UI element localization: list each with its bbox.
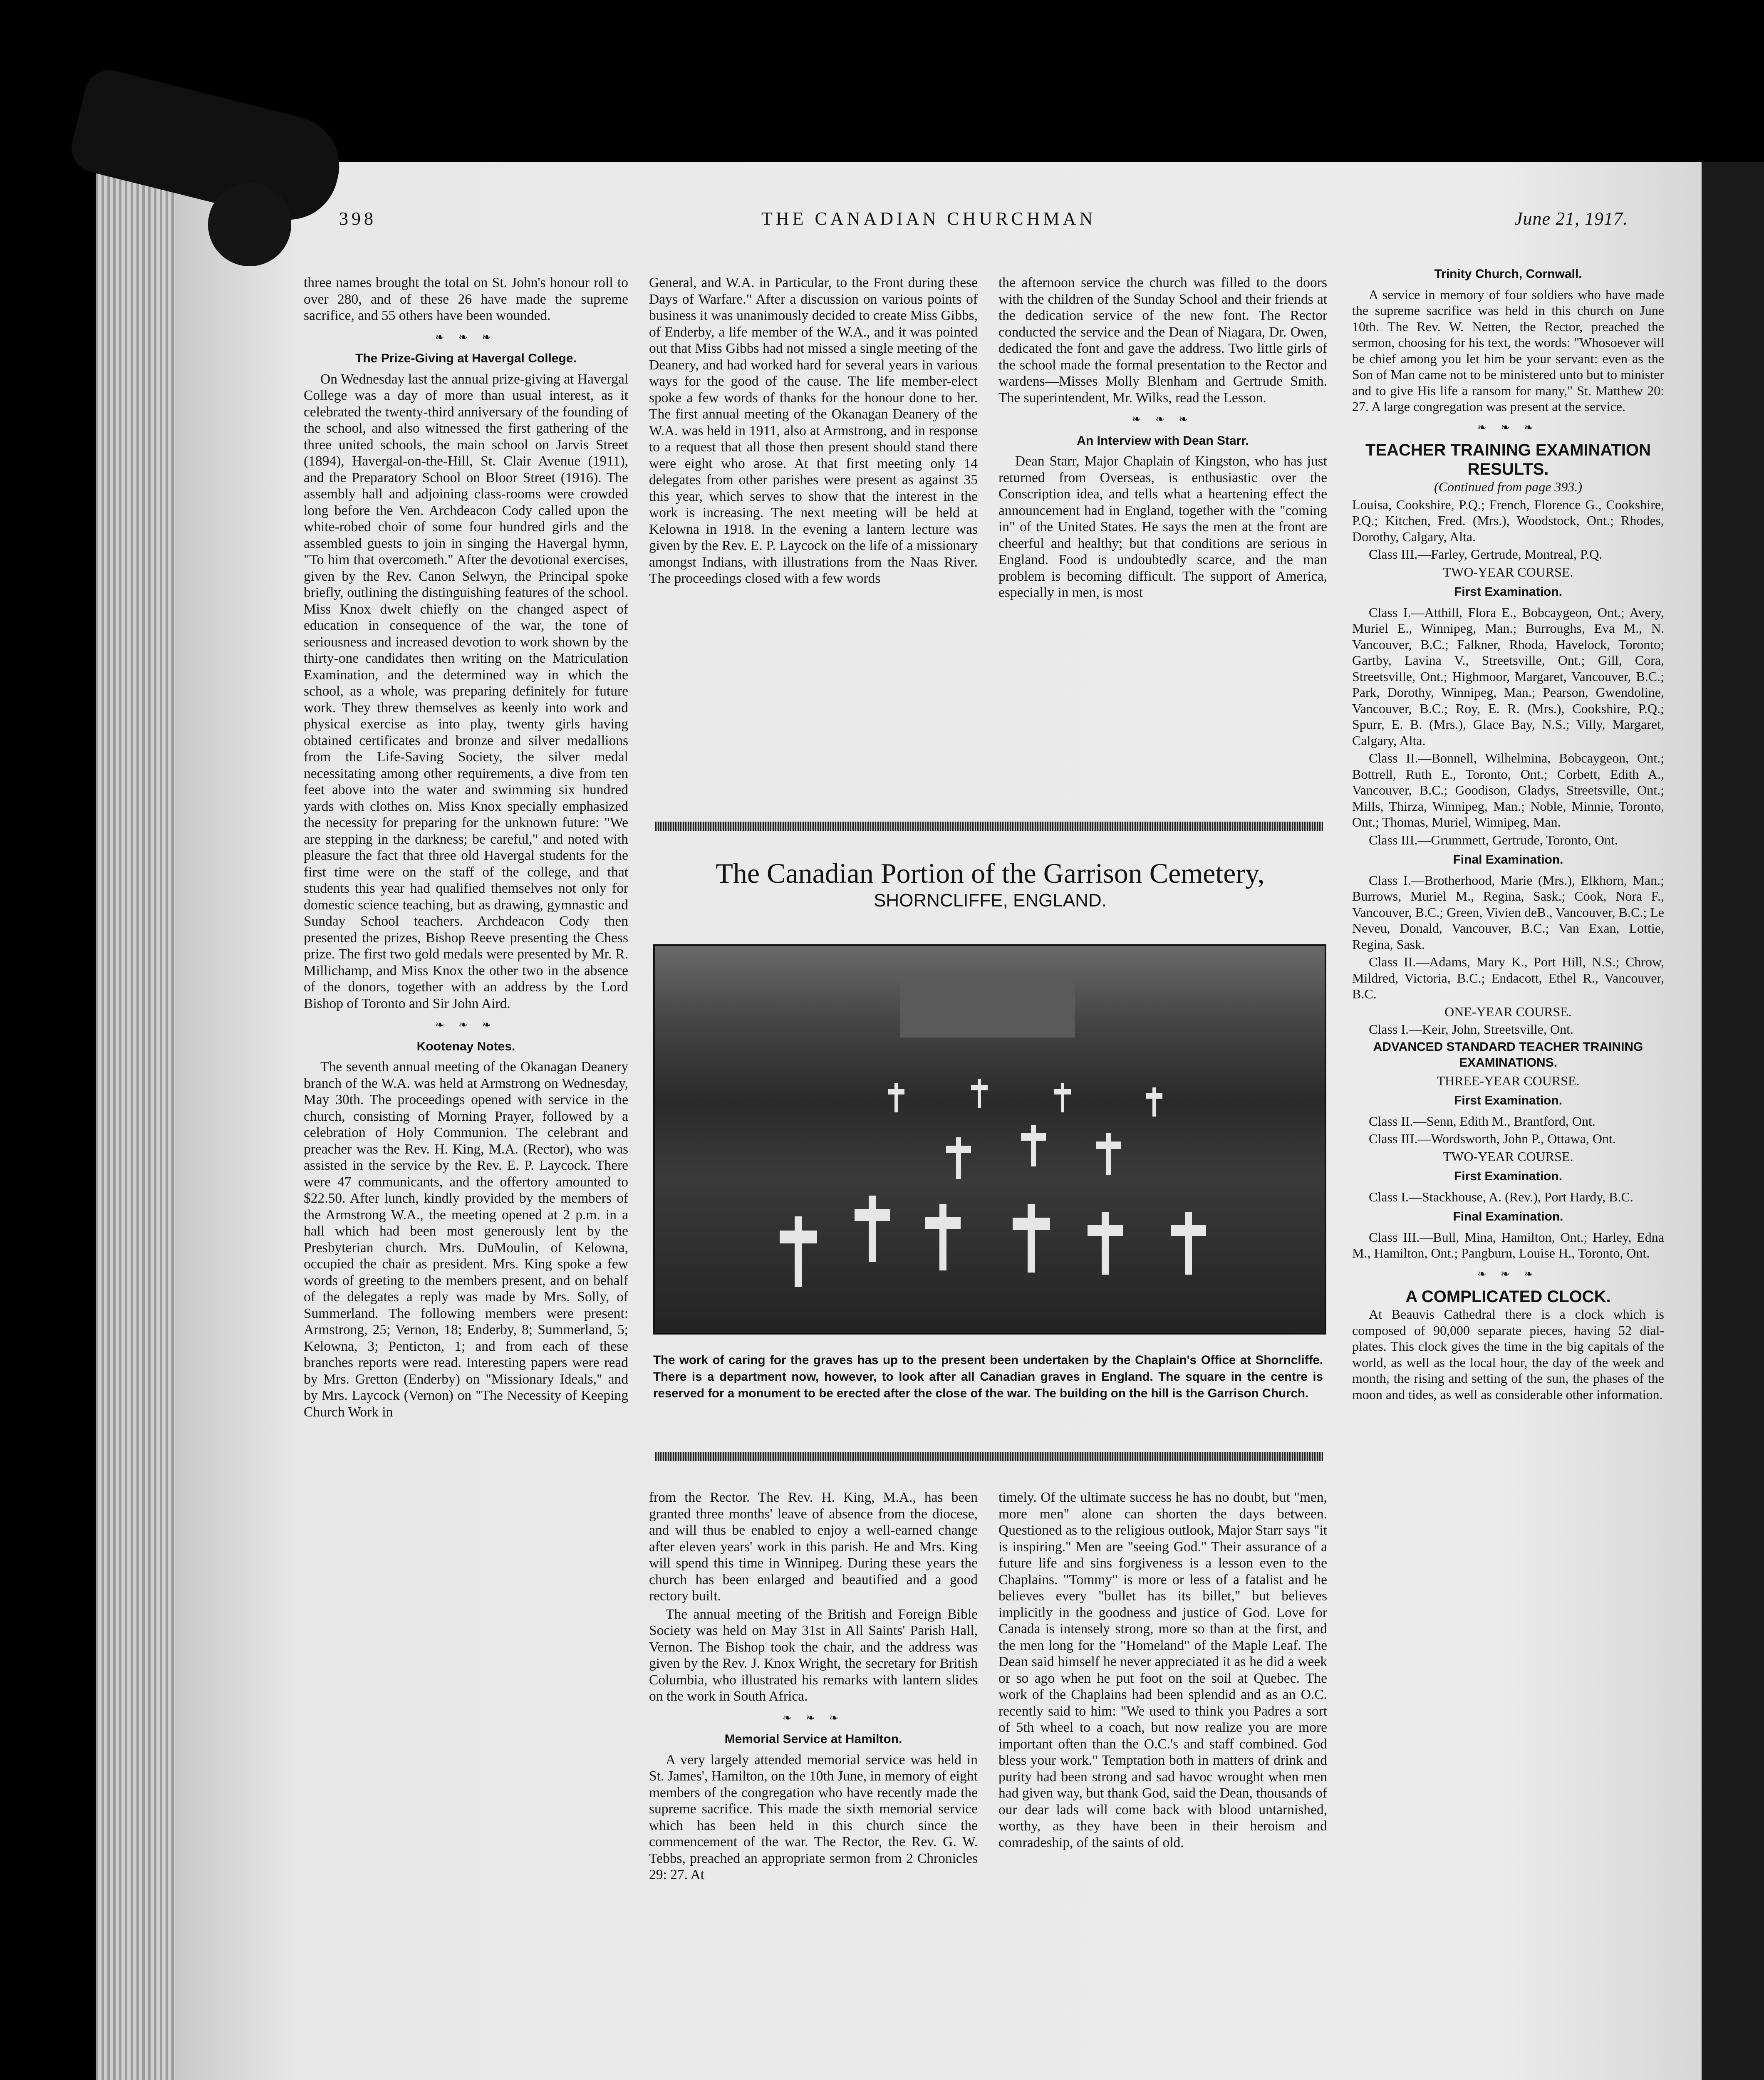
paragraph: Class III.—Bull, Mina, Hamilton, Ont.; Harley, Edna M., Hamilton, Ont.; Pangburn, Louise H., Toronto, Ont.: [1352, 1229, 1664, 1260]
column-3-top: [998, 275, 1327, 603]
paragraph: On Wednesday last the annual prize-giving at Havergal College was a day of more than usual interest, as it celebrated the twenty-third anniversary of the founding of the school, and also witnessed the first gathering of the three united schools, the main school on Jarvis Street (1894), Havergal-on-the-Hill, St. Clair Avenue (1911), and the Preparatory School on Bloor Street (1916). The assembly hall and adjoining class-rooms were crowded long before the Ven. Archdeacon Cody called upon the white-robed choir of some four hundred girls and the assembled guests to join in singing the Havergal hymn, "To him that overcometh." After the devotional exercises, given by the Rev. Canon Selwyn, the Principal spoke briefly, outlining the distinguishing features of the school. Miss Knox dwelt chiefly on the changed aspect of education in consequence of the war, the tone of seriousness and increased devotion to work shown by the thirty-one candidates then writing on the Matriculation Examination, and the determined way in which the school, as a whole, was preparing definitely for future work. They threw themselves as keenly into work and physical exercise as into play, twenty girls having obtained certificates and bronze and silver medallions from the Life-Saving Society, the silver medal necessitating among other requirements, a dive from ten feet above into the water and swimming six hundred yards with clothes on. Miss Knox specially emphasized the necessity for preparing for the unknown future: "We are stepping in the darkness; be careful," and noted with pleasure the fact that three old Havergal students for the first time were on the staff of the college, and that students this year had qualified themselves not only for domestic science teaching, but as drawing, gymnastic and Sunday School teachers. Archdeacon Cody then presented the prizes, Bishop Reeve presenting the Chess prize. The first two gold medals were presented by Mr. R. Millichamp, and Miss Knox the other two in the absence of the donors, together with an address by the Lord Bishop of Toronto and Sir John Aird.: [304, 371, 628, 1011]
garrison-church-building: [900, 975, 1075, 1038]
paragraph: A service in memory of four soldiers who have made the supreme sacrifice was held in this church on June 10th. The Rev. W. Netten, the Rector, preached the sermon, choosing for his text, the words: "Whosoever will be chief among you let him be your servant: even as the Son of Man came not to be ministered unto but to minister and to give His life a ransom for many," St. Matthew 20: 27. A large congregation was present at the service.: [1352, 287, 1664, 414]
paragraph: Class I.—Atthill, Flora E., Bobcaygeon, Ont.; Avery, Muriel E., Winnipeg, Man.; Burroughs, Eva M., N. Vancouver, B.C.; Falkner, Rhoda, Havelock, Toronto; Gartby, Lavina V., Streetsville, Ont.; Gill, Cora, Streetsville, Ont.; Highmoor, Margaret, Vancouver, B.C.; Park, Dorothy, Winnipeg, Man.; Pearson, Gwendoline, Vancouver, B.C.; Roy, E. R. (Mrs.), Cookshire, P.Q.; Spurr, E. B. (Mrs.), Glace Bay, N.S.; Villy, Margaret, Calgary, Alta.: [1352, 604, 1664, 748]
paragraph: Class II.—Bonnell, Wilhelmina, Bobcaygeon, Ont.; Bottrell, Ruth E., Toronto, Ont.; Corbett, Edith A., Vancouver, B.C.; Goodison, Gladys, Streetsville, Ont.; Mills, Thirza, Winnipeg, Man.; Noble, Minnie, Toronto, Ont.; Thomas, Muriel, Winnipeg, Man.: [1352, 750, 1664, 830]
publication-title: THE CANADIAN CHURCHMAN: [761, 208, 1096, 229]
exam-heading: Final Examination.: [1453, 1210, 1563, 1223]
grave-cross: [1013, 1204, 1050, 1273]
section-heading: An Interview with Dean Starr.: [1077, 433, 1249, 448]
grave-cross: [925, 1204, 961, 1270]
continued-note: (Continued from page 393.): [1434, 479, 1583, 494]
paragraph: Dean Starr, Major Chaplain of Kingston, who has just returned from Overseas, is enthusiastic over the Conscription idea, and tells what a heartening effect the announcement had in England, together with the "coming in" of the United States. He says the men at the front are cheerful and healthy; but that conditions are serious in England. Food is undoubtedly scarce, and the man problem is becoming difficult. The support of America, especially in men, is most: [998, 453, 1327, 600]
page-edges: [96, 150, 187, 2080]
grave-cross: [1088, 1212, 1123, 1275]
ornament: ❧ ❧ ❧: [1477, 1268, 1539, 1280]
grave-cross: [1146, 1087, 1162, 1117]
paragraph: General, and W.A. in Particular, to the Front during these Days of Warfare." After a discussion on various points of business it was unanimously decided to create Miss Gibbs, of Enderby, a life member of the W.A., and it was pointed out that Miss Gibbs had not missed a single meeting of the Deanery, and had worked hard for several years in various ways for the good of the cause. The life member-elect spoke a few words of thanks for the honour done to her. The first annual meeting of the Okanagan Deanery of the W.A. was held in 1911, also at Armstrong, and in response to a request that all those then present should stand there were eight who arose. At that first meeting only 14 delegates from other parishes were present as against 35 this year, which serves to show that the interest in the work is increasing. The next meeting will be held at Kelowna in 1918. In the evening a lantern lecture was given by the Rev. E. P. Laycock on the life of a missionary amongst Indians, with illustrations from the Naas River. The proceedings closed with a few words: [649, 275, 978, 586]
section-heading: Trinity Church, Cornwall.: [1434, 267, 1582, 281]
binder-clip-knob: [208, 183, 291, 266]
feature-title: The Canadian Portion of the Garrison Cemetery,: [716, 857, 1265, 889]
paragraph: Class II.—Adams, Mary K., Port Hill, N.S.; Chrow, Mildred, Victoria, B.C.; Endacott, Ethel R., Vancouver, B.C.: [1352, 954, 1664, 1001]
column-1-top: [304, 275, 628, 1422]
paragraph: the afternoon service the church was filled to the doors with the children of the Sunday School and their friends at the dedication service of the new font. The Rector conducted the service and the Dean of Niagara, Dr. Owen, dedicated the font and gave the address. Two little girls of the school made the formal presentation to the Rector and wardens—Misses Molly Blenham and Gertrude Smith. The superintendent, Mr. Wilks, read the Lesson.: [998, 275, 1327, 406]
paragraph: Class III.—Wordsworth, John P., Ottawa, Ont.: [1369, 1131, 1616, 1146]
paragraph: The annual meeting of the British and Foreign Bible Society was held on May 31st in All Saints' Parish Hall, Vernon. The Bishop took the chair, and the address was given by the Rev. J. Knox Wright, the secretary for British Columbia, who illustrated his remarks with lantern slides on the work in South Africa.: [649, 1606, 978, 1704]
paragraph: Louisa, Cookshire, P.Q.; French, Florence G., Cookshire, P.Q.; Kitchen, Fred. (Mrs.), Woodstock, Ont.; Rhodes, Dorothy, Calgary, Alta.: [1352, 497, 1664, 544]
paragraph: At Beauvis Cathedral there is a clock which is composed of 90,000 separate pieces, having 52 dial-plates. This clock gives the time in the big capitals of the world, as well as the local hour, the day of the week and month, the rising and setting of the sun, the phases of the moon and tides, as well as considerable other information.: [1352, 1307, 1664, 1402]
paragraph: Class III.—Farley, Gertrude, Montreal, P.Q.: [1369, 547, 1603, 562]
ornament: ❧ ❧ ❧: [782, 1711, 845, 1724]
ornament: ❧ ❧ ❧: [1477, 421, 1539, 433]
grave-cross: [1021, 1125, 1046, 1166]
decorative-rule: [655, 822, 1323, 831]
results-heading: TEACHER TRAINING EXAMINATION RESULTS.: [1365, 441, 1651, 478]
exam-heading: First Examination.: [1454, 1169, 1563, 1183]
grave-cross: [1054, 1083, 1071, 1112]
grave-cross: [946, 1137, 971, 1179]
paragraph: Class III.—Grummett, Gertrude, Toronto, Ont.: [1369, 832, 1618, 847]
course-heading: TWO-YEAR COURSE.: [1443, 1149, 1573, 1164]
grave-cross: [971, 1079, 988, 1108]
grave-cross: [1171, 1212, 1206, 1275]
decorative-rule: [655, 1452, 1323, 1461]
exam-heading: First Examination.: [1454, 585, 1563, 599]
course-heading: TWO-YEAR COURSE.: [1443, 564, 1573, 579]
ornament: ❧ ❧ ❧: [1132, 413, 1194, 425]
paragraph: three names brought the total on St. John's honour roll to over 280, and of these 26 have made the supreme sacrifice, and 55 others have been wounded.: [304, 275, 628, 323]
grave-cross: [888, 1083, 904, 1112]
advanced-heading: ADVANCED STANDARD TEACHER TRAINING EXAMINATIONS.: [1373, 1040, 1643, 1070]
cemetery-photograph: [653, 944, 1326, 1335]
column-3-bottom: [998, 1489, 1327, 1852]
paragraph: Class I.—Brotherhood, Marie (Mrs.), Elkhorn, Man.; Burrows, Muriel M., Regina, Sask.; Cook, Nora F., Vancouver, B.C.; Green, Vivien deB., Vancouver, B.C.; Le Neveu, Donald, Vancouver, B.C.; Van Exan, Lottie, Regina, Sask.: [1352, 872, 1664, 952]
page-number: 398: [339, 208, 377, 229]
ornament: ❧ ❧ ❧: [435, 331, 497, 343]
exam-heading: First Examination.: [1454, 1094, 1563, 1107]
right-border: [1702, 162, 1764, 2080]
grave-cross: [1096, 1133, 1121, 1175]
issue-date: June 21, 1917.: [1514, 208, 1628, 229]
exam-heading: Final Examination.: [1453, 853, 1563, 867]
column-2-bottom: [649, 1489, 978, 1885]
feature-subtitle: SHORNCLIFFE, ENGLAND.: [874, 890, 1107, 911]
paragraph: Class I.—Stackhouse, A. (Rev.), Port Hardy, B.C.: [1369, 1189, 1633, 1204]
paragraph: The seventh annual meeting of the Okanagan Deanery branch of the W.A. was held at Armstrong on Wednesday, May 30th. The proceedings opened with service in the church, consisting of Morning Prayer, followed by a celebration of Holy Communion. The celebrant and preacher was the Rev. H. King, M.A. (Rector), who was assisted in the service by the Rev. E. P. Laycock. There were 47 communicants, and the offertory amounted to $22.50. After lunch, kindly provided by the members of the Armstrong W.A., the meeting opened at 2 p.m. in a hall which had been most generously lent by the Presbyterian church. Mrs. DuMoulin, of Kelowna, occupied the chair as president. Mrs. King spoke a few words of greeting to the members present, and on behalf of the delegates a reply was made by Mrs. Solly, of Summerland. The following members were present: Armstrong, 25; Vernon, 18; Enderby, 8; Summerland, 5; Kelowna, 3; Penticton, 1; and from each of these branches reports were read. Interesting papers were read by Mrs. Gretton (Enderby) on "Missionary Ideals," and by Mrs. Laycock (Vernon) on "The Necessity of Keeping Church Work in: [304, 1059, 628, 1420]
ornament: ❧ ❧ ❧: [435, 1019, 497, 1031]
section-heading: The Prize-Giving at Havergal College.: [355, 352, 577, 365]
paragraph: from the Rector. The Rev. H. King, M.A., has been granted three months' leave of absence from the diocese, and will thus be enabled to enjoy a well-earned change after eleven years' work in this parish. He and Mrs. King will spend this time in Winnipeg. During these years the church has been enlarged and beautified and a good rectory built.: [649, 1490, 978, 1604]
section-heading: Memorial Service at Hamilton.: [724, 1732, 902, 1746]
paragraph: Class II.—Senn, Edith M., Brantford, Ont.: [1369, 1113, 1596, 1129]
paragraph: timely. Of the ultimate success he has no doubt, but "men, more men" alone can shorten the days between. Questioned as to the religious outlook, Major Starr says "it is inspiring." Men are "seeing God." Their assurance of a future life and sins forgiveness is a lesson even to the Chaplains. "Tommy" is more or less of a fatalist and he believes every "bullet has its billet," but believes implicitly in the goodness and justice of God. Love for Canada is intensely strong, more so than at the first, and the men long for the "Homeland" of the Maple Leaf. The Dean said himself he never appreciated it as he did a week or so ago when he put foot on the soil at Quebec. The work of the Chaplains had been splendid and as an O.C. recently said to him: "We used to think you Padres a sort of 5th wheel to a coach, but now realize you are more important often than the O.C.'s and staff combined. God bless your work." Temptation both in matters of drink and purity had been strong and sad havoc wrought when men had given way, but thank God, said the Dean, thousands of our dear lads will come back with blood untarnished, worthy, as they have been in their heroism and comradeship, of the saints of old.: [998, 1490, 1327, 1850]
photo-caption: The work of caring for the graves has up to the present been undertaken by the Chaplain's Office at Shorncliffe. There is a department now, however, to look after all Canadian graves in England. The square in the centre is reserved for a monument to be erected after the close of the war. The building on the hill is the Garrison Church.: [653, 1353, 1323, 1400]
grave-cross: [855, 1196, 890, 1262]
grave-cross: [780, 1216, 817, 1287]
paragraph: Class I.—Keir, John, Streetsville, Ont.: [1369, 1022, 1573, 1037]
paragraph: A very largely attended memorial service was held in St. James', Hamilton, on the 10th June, in memory of eight members of the congregation who have recently made the supreme sacrifice. This made the sixth memorial service which has been held in this church since the commencement of the war. The Rector, the Rev. G. W. Tebbs, preached an appropriate sermon from 2 Chronicles 29: 27. At: [649, 1752, 978, 1882]
course-heading: THREE-YEAR COURSE.: [1437, 1073, 1580, 1088]
section-heading: Kootenay Notes.: [416, 1039, 515, 1053]
course-heading: ONE-YEAR COURSE.: [1444, 1004, 1572, 1019]
column-4: [1352, 262, 1664, 1404]
column-2-top: [649, 275, 978, 589]
clock-heading: A COMPLICATED CLOCK.: [1405, 1288, 1611, 1306]
